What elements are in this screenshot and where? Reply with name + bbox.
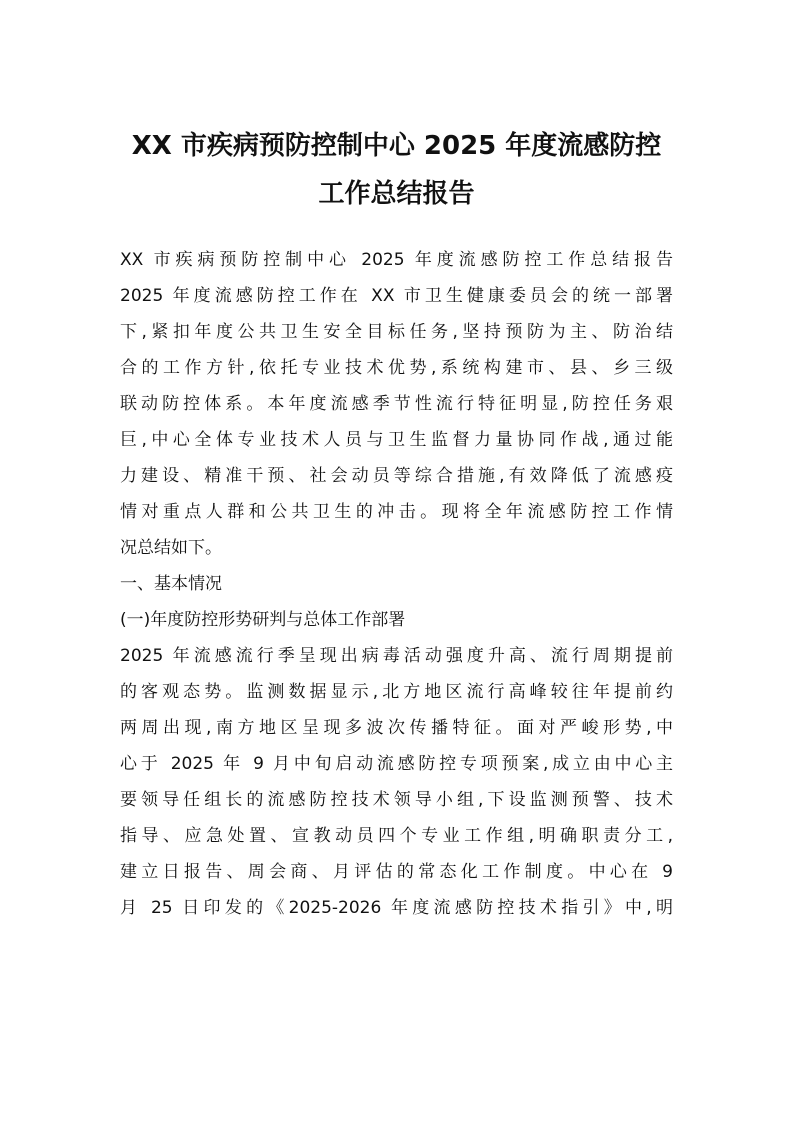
body-text-line: 2025 年度流感防控工作在 XX 市卫生健康委员会的统一部署 bbox=[120, 286, 673, 306]
body-text-line: 联动防控体系。本年度流感季节性流行特征明显,防控任务艰 bbox=[120, 394, 673, 414]
body-text-line: 下,紧扣年度公共卫生安全目标任务,坚持预防为主、防治结 bbox=[120, 322, 673, 342]
body-text-line: XX 市疾病预防控制中心 2025 年度流感防控工作总结报告 bbox=[120, 250, 673, 270]
body-text-line: 力建设、精准干预、社会动员等综合措施,有效降低了流感疫 bbox=[120, 466, 673, 486]
body-text-line: 巨,中心全体专业技术人员与卫生监督力量协同作战,通过能 bbox=[120, 430, 673, 450]
subsection-heading: (一)年度防控形势研判与总体工作部署 bbox=[120, 610, 406, 630]
document-title-line-1: XX 市疾病预防控制中心 2025 年度流感防控 bbox=[131, 131, 662, 161]
body-text-line: 月 25 日印发的《2025-2026 年度流感防控技术指引》中,明 bbox=[120, 898, 673, 918]
body-text-line: 的客观态势。监测数据显示,北方地区流行高峰较往年提前约 bbox=[120, 682, 673, 702]
document-title-line-2: 工作总结报告 bbox=[318, 179, 475, 209]
body-text-line: 建立日报告、周会商、月评估的常态化工作制度。中心在 9 bbox=[120, 862, 673, 882]
body-text-line: 要领导任组长的流感防控技术领导小组,下设监测预警、技术 bbox=[120, 790, 673, 810]
body-text-line: 况总结如下。 bbox=[120, 538, 222, 558]
body-text-line: 指导、应急处置、宣教动员四个专业工作组,明确职责分工, bbox=[120, 826, 673, 846]
body-text-line: 合的工作方针,依托专业技术优势,系统构建市、县、乡三级 bbox=[120, 358, 673, 378]
body-text-line: 两周出现,南方地区呈现多波次传播特征。面对严峻形势,中 bbox=[120, 718, 673, 738]
section-heading: 一、基本情况 bbox=[120, 574, 222, 594]
body-text-line: 2025 年流感流行季呈现出病毒活动强度升高、流行周期提前 bbox=[120, 646, 673, 666]
body-text-line: 心于 2025 年 9 月中旬启动流感防控专项预案,成立由中心主 bbox=[120, 754, 673, 774]
body-text-line: 情对重点人群和公共卫生的冲击。现将全年流感防控工作情 bbox=[120, 502, 673, 522]
